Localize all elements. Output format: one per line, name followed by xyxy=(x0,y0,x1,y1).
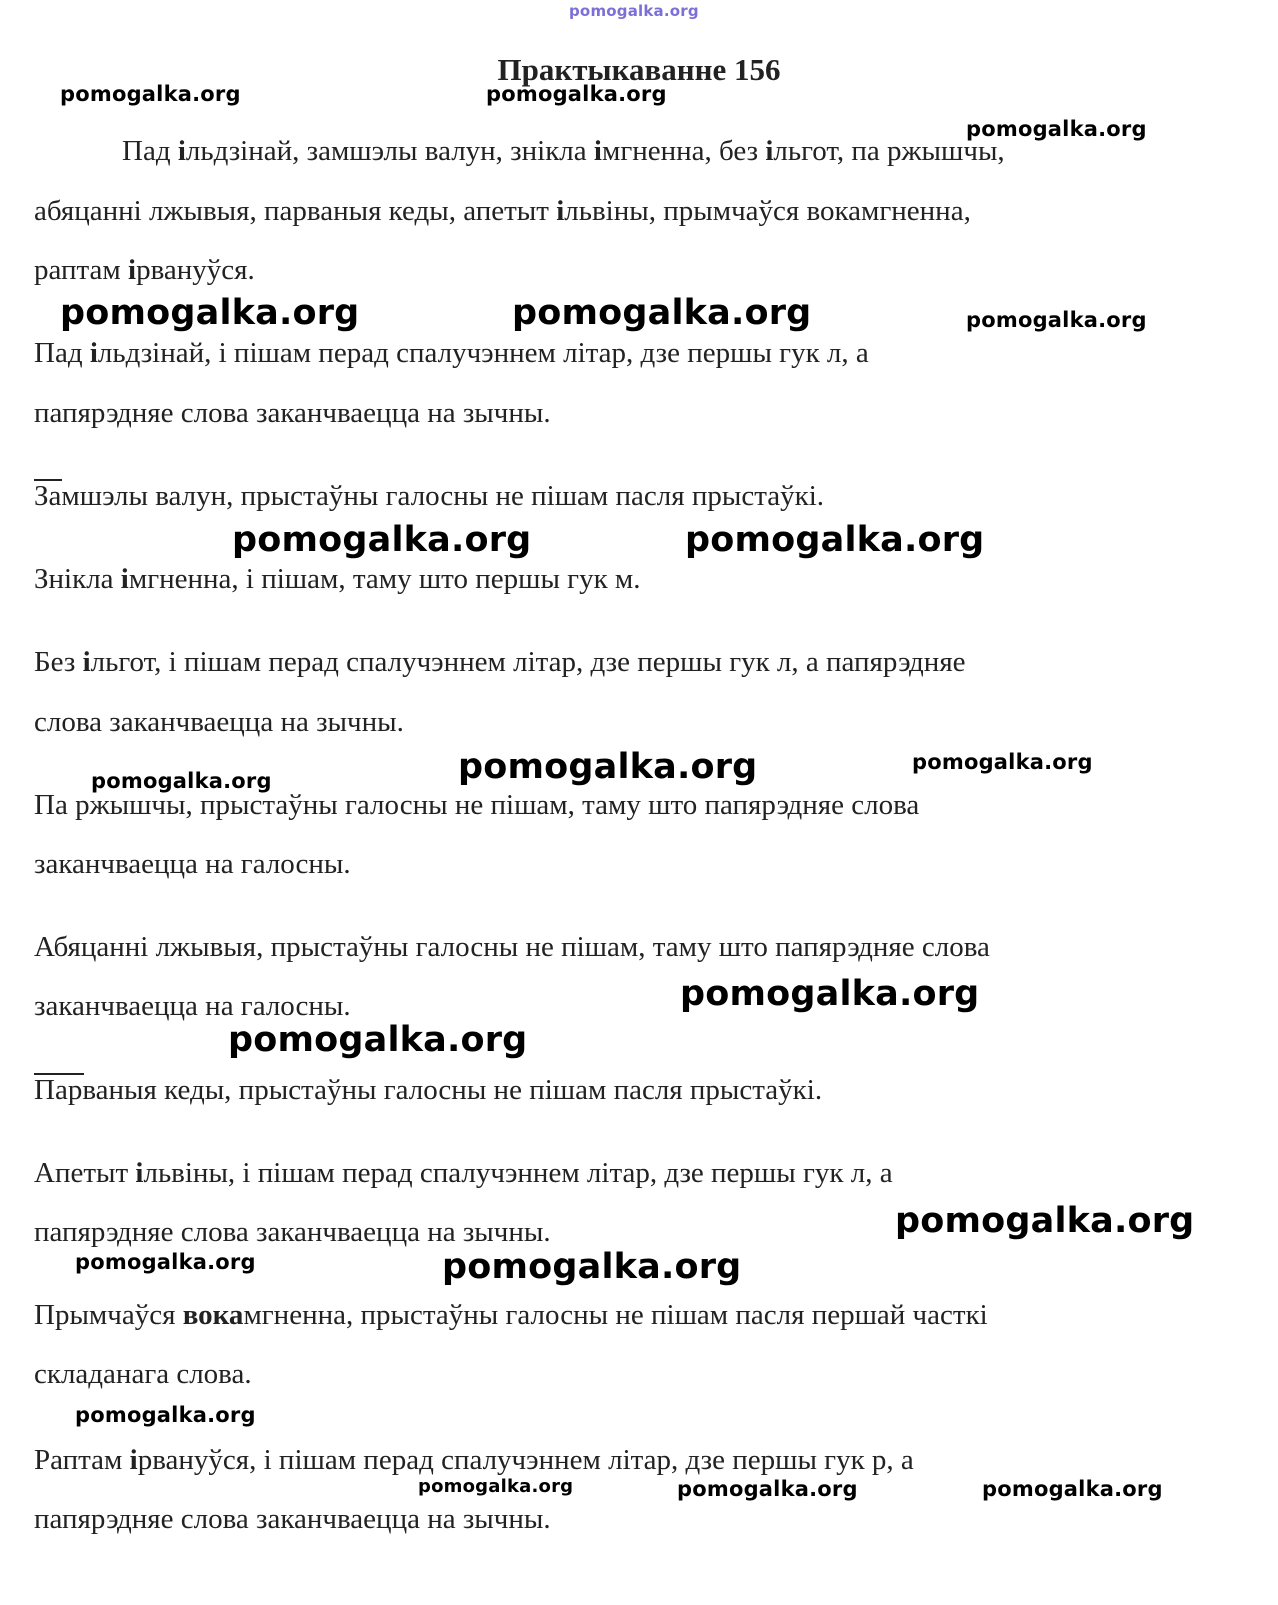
watermark: pomogalka.org xyxy=(232,520,532,560)
watermark: pomogalka.org xyxy=(966,308,1147,332)
entry-line: Апетыт ільвіны, і пішам перад спалучэннем літар, дзе першы гук л, а xyxy=(34,1157,893,1189)
watermark: pomogalka.org xyxy=(75,1403,256,1427)
entry-line: заканчваецца на галосны. xyxy=(34,990,351,1022)
entry-line: заканчваецца на галосны. xyxy=(34,848,351,880)
entry-line: папярэдняе слова заканчваецца на зычны. xyxy=(34,1503,551,1535)
watermark: pomogalka.org xyxy=(60,82,241,106)
exercise-title: Практыкаванне 156 xyxy=(497,52,781,87)
entry-line: складанага слова. xyxy=(34,1358,252,1390)
watermark: pomogalka.org xyxy=(458,747,758,787)
watermark: pomogalka.org xyxy=(982,1477,1163,1501)
entry-line: Абяцанні лжывыя, прыстаўны галосны не пішам, таму што папярэдняе слова xyxy=(34,931,990,963)
entry-line: папярэдняе слова заканчваецца на зычны. xyxy=(34,1216,551,1248)
watermark: pomogalka.org xyxy=(75,1250,256,1274)
watermark: pomogalka.org xyxy=(418,1476,574,1497)
entry-line: папярэдняе слова заканчваецца на зычны. xyxy=(34,397,551,429)
task-line-1: Пад ільдзінай, замшэлы валун, знікла імгненна, без ільгот, па ржышчы, xyxy=(122,135,1005,167)
entry-line: Пад ільдзінай, і пішам перад спалучэннем літар, дзе першы гук л, а xyxy=(34,337,869,369)
entry-line: Знікла імгненна, і пішам, таму што першы гук м. xyxy=(34,563,641,595)
watermark: pomogalka.org xyxy=(685,520,985,560)
watermark: pomogalka.org xyxy=(486,82,667,106)
watermark: pomogalka.org xyxy=(912,750,1093,774)
task-line-3: раптам ірвануўся. xyxy=(34,254,255,286)
watermark: pomogalka.org xyxy=(228,1020,528,1060)
entry-line: Без ільгот, і пішам перад спалучэннем літар, дзе першы гук л, а папярэдняе xyxy=(34,646,966,678)
entry-line: Прымчаўся вокамгненна, прыстаўны галосны не пішам пасля першай часткі xyxy=(34,1299,988,1331)
task-line-2: абяцанні лжывыя, парваныя кеды, апетыт ільвіны, прымчаўся вокамгненна, xyxy=(34,195,971,227)
watermark: pomogalka.org xyxy=(60,293,360,333)
watermark: pomogalka.org xyxy=(895,1201,1195,1241)
watermark: pomogalka.org xyxy=(442,1247,742,1287)
watermark: pomogalka.org xyxy=(512,293,812,333)
watermark: pomogalka.org xyxy=(680,974,980,1014)
site-watermark-top: pomogalka.org xyxy=(569,2,699,20)
watermark: pomogalka.org xyxy=(91,769,272,793)
entry-line: Парваныя кеды, прыстаўны галосны не пішам пасля прыстаўкі. xyxy=(34,1074,823,1106)
entry-line: Па ржышчы, прыстаўны галосны не пішам, таму што папярэдняе слова xyxy=(34,789,920,821)
entry-line: слова заканчваецца на зычны. xyxy=(34,706,404,738)
watermark: pomogalka.org xyxy=(966,117,1147,141)
entry-line: Раптам ірвануўся, і пішам перад спалучэннем літар, дзе першы гук р, а xyxy=(34,1444,914,1476)
entry-line: Замшэлы валун, прыстаўны галосны не пішам пасля прыстаўкі. xyxy=(34,480,825,512)
watermark: pomogalka.org xyxy=(677,1477,858,1501)
